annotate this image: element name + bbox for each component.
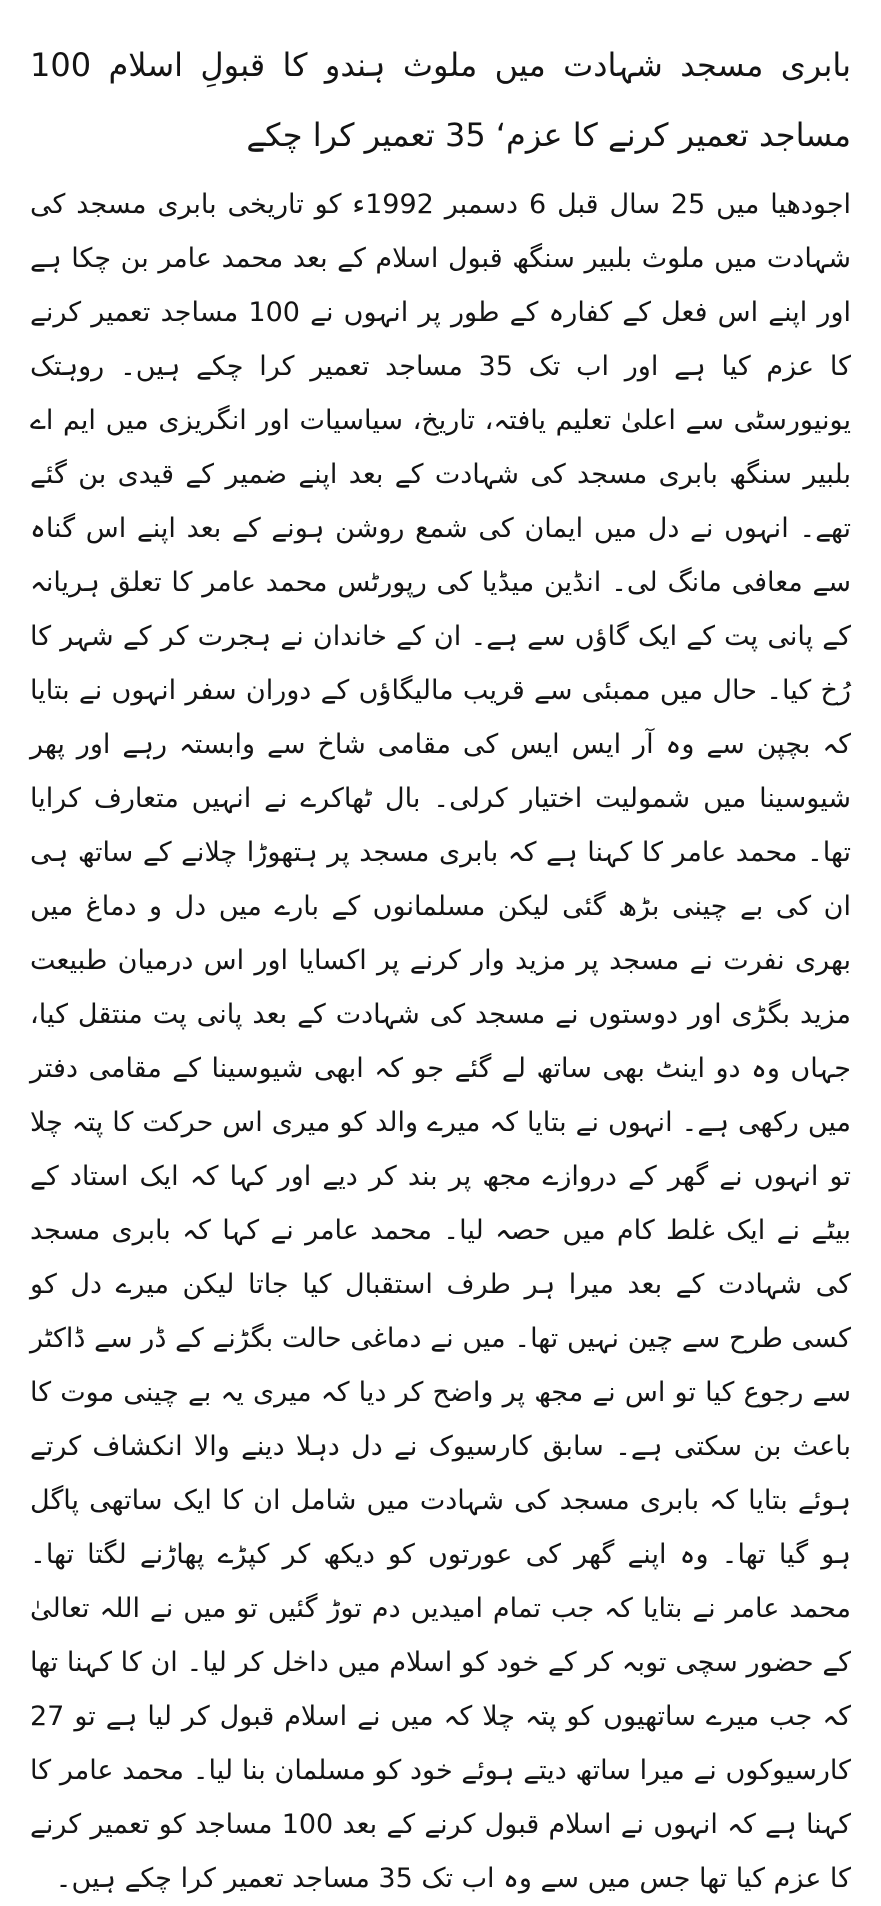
- article-headline: بابری مسجد شہادت میں ملوث ہندو کا قبولِ اسلام 100 مساجد تعمیر کرنے کا عزم‘ 35 تعمیر کرا چکے: [30, 46, 851, 154]
- article-body: اجودھیا میں 25 سال قبل 6 دسمبر 1992ء کو تاریخی بابری مسجد کی شہادت میں ملوث بلبیر سنگھ قبول اسلام کے بعد محمد عامر بن چکا ہے اور اپنے اس فعل کے کفارہ کے طور پر انہوں نے 100 مساجد تعمیر کرنے کا عزم کیا ہے اور اب تک 35 مساجد تعمیر کرا چکے ہیں۔ روہتک یونیورسٹی سے اعلیٰ تعلیم یافتہ، تاریخ، سیاسیات اور انگریزی میں ایم اے بلبیر سنگھ بابری مسجد کی شہادت کے بعد اپنے ضمیر کے قیدی بن گئے تھے۔ انہوں نے دل میں ایمان کی شمع روشن ہونے کے بعد اپنے اس گناہ سے معافی مانگ لی۔ انڈین میڈیا کی رپورٹس محمد عامر کا تعلق ہریانہ کے پانی پت کے ایک گاؤں سے ہے۔ ان کے خاندان نے ہجرت کر کے شہر کا رُخ کیا۔ حال میں ممبئی سے قریب مالیگاؤں کے دوران سفر انہوں نے بتایا کہ بچپن سے وہ آر ایس ایس کی مقامی شاخ سے وابستہ رہے اور پھر شیوسینا میں شمولیت اختیار کرلی۔ بال ٹھاکرے نے انہیں متعارف کرایا تھا۔ محمد عامر کا کہنا ہے کہ بابری مسجد پر ہتھوڑا چلانے کے ساتھ ہی ان کی بے چینی بڑھ گئی لیکن مسلمانوں کے بارے میں دل و دماغ میں بھری نفرت نے مسجد پر مزید وار کرنے پر اکسایا اور اس درمیان طبیعت مزید بگڑی اور دوستوں نے مسجد کی شہادت کے بعد پانی پت منتقل کیا، جہاں وہ دو اینٹ بھی ساتھ لے گئے جو کہ ابھی شیوسینا کے مقامی دفتر میں رکھی ہے۔ انہوں نے بتایا کہ میرے والد کو میری اس حرکت کا پتہ چلا تو انہوں نے گھر کے دروازے مجھ پر بند کر دیے اور کہا کہ ایک استاد کے بیٹے نے ایک غلط کام میں حصہ لیا۔ محمد عامر نے کہا کہ بابری مسجد کی شہادت کے بعد میرا ہر طرف استقبال کیا جاتا لیکن میرے دل کو کسی طرح سے چین نہیں تھا۔ میں نے دماغی حالت بگڑنے کے ڈر سے ڈاکٹر سے رجوع کیا تو اس نے مجھ پر واضح کر دیا کہ میری یہ بے چینی موت کا باعث بن سکتی ہے۔ سابق کارسیوک نے دل دہلا دینے والا انکشاف کرتے ہوئے بتایا کہ بابری مسجد کی شہادت میں شامل ان کا ایک ساتھی پاگل ہو گیا تھا۔ وہ اپنے گھر کی عورتوں کو دیکھ کر کپڑے پھاڑنے لگتا تھا۔ محمد عامر نے بتایا کہ جب تمام امیدیں دم توڑ گئیں تو میں نے اللہ تعالیٰ کے حضور سچی توبہ کر کے خود کو اسلام میں داخل کر لیا۔ ان کا کہنا تھا کہ جب میرے ساتھیوں کو پتہ چلا کہ میں نے اسلام قبول کر لیا ہے تو 27 کارسیوکوں نے میرا ساتھ دیتے ہوئے خود کو مسلمان بنا لیا۔ محمد عامر کا کہنا ہے کہ انہوں نے اسلام قبول کرنے کے بعد 100 مساجد کو تعمیر کرنے کا عزم کیا تھا جس میں سے وہ اب تک 35 مساجد تعمیر کرا چکے ہیں۔: [30, 189, 852, 1894]
- article: [30, 0, 852, 1894]
